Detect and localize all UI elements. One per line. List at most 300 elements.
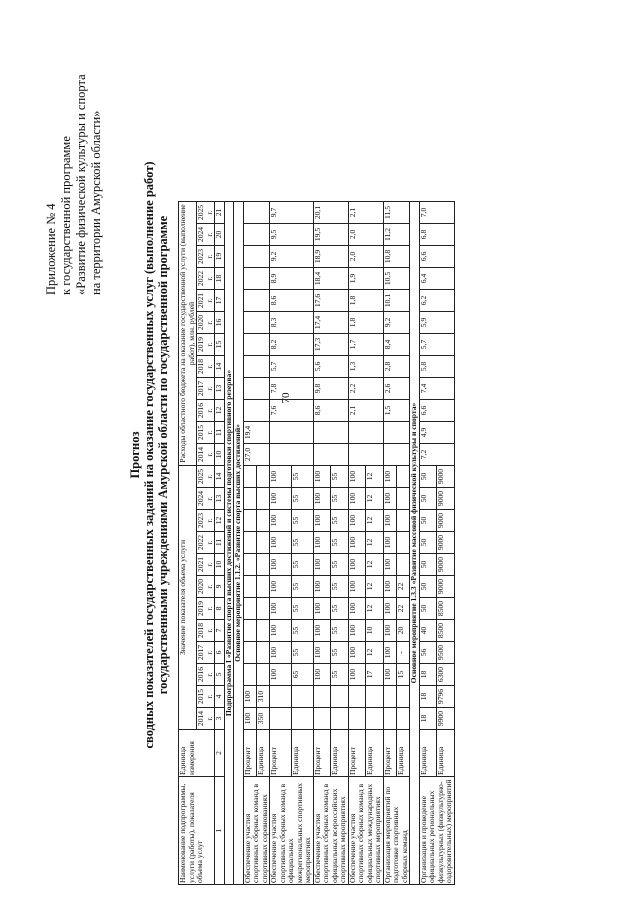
expense-cell: 5,6 — [313, 356, 348, 378]
value-cell: 50 — [419, 466, 437, 488]
expense-cell: 17,6 — [313, 290, 348, 312]
value-cell: 55 — [291, 532, 313, 554]
value-cell — [396, 554, 409, 576]
expense-cell: 7,2 — [419, 444, 454, 466]
expense-cell: 7,4 — [419, 378, 454, 400]
expense-cell: 17,4 — [313, 312, 348, 334]
column-number: 12 — [215, 400, 225, 422]
expense-cell: 1,5 — [383, 400, 410, 422]
value-cell — [383, 686, 396, 708]
expense-cell: 8,6 — [270, 290, 314, 312]
expense-cell — [243, 312, 270, 334]
expense-cell — [313, 444, 348, 466]
value-cell: 12 — [366, 554, 384, 576]
expense-cell: 2,1 — [348, 400, 383, 422]
year-header: 2020 г. — [197, 576, 215, 598]
value-cell: 100 — [383, 466, 396, 488]
expense-year-header: 2016 г. — [197, 400, 215, 422]
year-header: 2025 г. — [197, 466, 215, 488]
forecast-table — [178, 201, 455, 885]
expense-cell: 9,8 — [313, 378, 348, 400]
expense-year-header: 2014 г. — [197, 444, 215, 466]
column-number: 8 — [215, 598, 225, 620]
value-cell: 100 — [348, 576, 366, 598]
column-number: 20 — [215, 224, 225, 246]
expense-cell: 2,2 — [348, 378, 383, 400]
value-cell: 55 — [331, 510, 349, 532]
column-number: 5 — [215, 664, 225, 686]
value-cell — [270, 686, 292, 708]
unit-cell: Единица — [419, 730, 437, 777]
column-number: 21 — [215, 202, 225, 224]
expense-cell: 5,9 — [419, 312, 454, 334]
value-cell — [243, 554, 256, 576]
value-cell: 12 — [366, 642, 384, 664]
expense-cell: 1,8 — [348, 312, 383, 334]
value-cell: 55 — [291, 466, 313, 488]
value-cell: 100 — [313, 532, 331, 554]
expense-cell: 7,6 — [270, 400, 314, 422]
unit-cell: Процент — [313, 730, 331, 777]
unit-cell: Единица — [396, 730, 409, 777]
expense-year-header: 2015 г. — [197, 422, 215, 444]
value-cell: 100 — [313, 554, 331, 576]
expense-cell: 9,2 — [270, 246, 314, 268]
value-cell: 9000 — [437, 532, 455, 554]
value-cell: 310 — [256, 686, 269, 708]
value-cell: 100 — [348, 532, 366, 554]
column-number: 7 — [215, 620, 225, 642]
value-cell: 22 — [396, 576, 409, 598]
unit-cell: Процент — [243, 730, 256, 777]
expense-cell: 2,0 — [348, 224, 383, 246]
value-cell — [383, 708, 396, 730]
header-name: Наименование подпрограммы, услуги (работы), показателя объема услуг — [179, 777, 215, 885]
expense-year-header: 2019 г. — [197, 334, 215, 356]
value-cell: 100 — [383, 510, 396, 532]
service-name: Обеспечение участия спортивных сборных команд в официальных межрегиональных спортивных мероприятиях — [270, 777, 314, 885]
expense-cell — [313, 422, 348, 444]
expense-cell: 6,4 — [419, 268, 454, 290]
value-cell — [243, 576, 256, 598]
value-cell — [396, 708, 409, 730]
table-body — [224, 202, 454, 885]
value-cell: 100 — [313, 488, 331, 510]
expense-cell: 10,5 — [383, 268, 410, 290]
year-header: 2019 г. — [197, 598, 215, 620]
value-cell: 50 — [419, 532, 437, 554]
expense-cell: 4,9 — [419, 422, 454, 444]
value-cell: 55 — [291, 598, 313, 620]
value-cell: 100 — [270, 664, 292, 686]
expense-cell — [383, 422, 410, 444]
value-cell: 55 — [331, 488, 349, 510]
value-cell — [256, 466, 269, 488]
expense-cell: 1,8 — [348, 290, 383, 312]
value-cell — [291, 686, 313, 708]
expense-cell — [348, 422, 383, 444]
value-cell: 12 — [366, 510, 384, 532]
value-cell: 55 — [331, 642, 349, 664]
value-cell: 9000 — [437, 488, 455, 510]
value-cell: 9900 — [437, 708, 455, 730]
expense-year-header: 2023 г. — [197, 246, 215, 268]
expense-cell: 17,3 — [313, 334, 348, 356]
expense-cell: 9,5 — [270, 224, 314, 246]
appendix-line2: к государственной программе — [59, 136, 73, 295]
expense-cell — [243, 356, 270, 378]
expense-cell — [243, 334, 270, 356]
value-cell: 100 — [270, 466, 292, 488]
value-cell — [396, 510, 409, 532]
expense-cell: 8,2 — [270, 334, 314, 356]
value-cell: 100 — [313, 642, 331, 664]
section-heading: Основное мероприятие 1.3.3 «Развитие массовой физической культуры и спорта» — [410, 202, 420, 885]
value-cell — [243, 598, 256, 620]
value-cell: 100 — [348, 664, 366, 686]
expense-cell: 5,7 — [270, 356, 314, 378]
title-line1: Прогноз — [128, 431, 142, 479]
column-number: 16 — [215, 312, 225, 334]
expense-cell: 20,1 — [313, 202, 348, 224]
appendix-line4: на территории Амурской области» — [89, 110, 103, 295]
value-cell: 100 — [383, 532, 396, 554]
value-cell: 55 — [331, 598, 349, 620]
value-cell: 100 — [243, 708, 256, 730]
expense-cell: 2,6 — [383, 378, 410, 400]
value-cell: 100 — [270, 642, 292, 664]
appendix-line1: Приложение № 4 — [44, 203, 58, 295]
value-cell — [331, 686, 349, 708]
expense-cell: 6,2 — [419, 290, 454, 312]
value-cell: 100 — [270, 598, 292, 620]
value-cell: 100 — [313, 664, 331, 686]
value-cell: 55 — [331, 576, 349, 598]
year-header: 2014 г. — [197, 708, 215, 730]
value-cell: 9000 — [437, 554, 455, 576]
value-cell — [366, 686, 384, 708]
value-cell: 22 — [396, 598, 409, 620]
value-cell — [396, 532, 409, 554]
value-cell — [331, 708, 349, 730]
value-cell: 55 — [331, 664, 349, 686]
year-header: 2018 г. — [197, 620, 215, 642]
value-cell: 12 — [366, 466, 384, 488]
value-cell — [243, 532, 256, 554]
unit-cell: Единица — [331, 730, 349, 777]
value-cell: 18 — [419, 686, 437, 708]
expense-cell: 1,3 — [348, 356, 383, 378]
column-number: 12 — [215, 510, 225, 532]
column-number: 14 — [215, 466, 225, 488]
value-cell: 100 — [348, 510, 366, 532]
value-cell — [243, 664, 256, 686]
column-number: 11 — [215, 532, 225, 554]
year-header: 2021 г. — [197, 554, 215, 576]
year-header: 2024 г. — [197, 488, 215, 510]
unit-cell: Единица — [256, 730, 269, 777]
value-cell: 55 — [291, 554, 313, 576]
table-row — [313, 202, 331, 885]
expense-year-header: 2022 г. — [197, 268, 215, 290]
value-cell: 9000 — [437, 576, 455, 598]
value-cell: 100 — [270, 488, 292, 510]
appendix-line3: «Развитие физической культуры и спорта — [74, 74, 88, 295]
expense-cell — [243, 224, 270, 246]
service-name: Организация мероприятий по подготовке спортивных сборных команд — [383, 777, 410, 885]
value-cell — [366, 708, 384, 730]
value-cell: 18 — [419, 708, 437, 730]
year-header: 2016 г. — [197, 664, 215, 686]
column-number: 3 — [215, 708, 225, 730]
value-cell: 100 — [383, 642, 396, 664]
value-cell — [256, 620, 269, 642]
expense-cell: 19,4 — [243, 422, 270, 444]
header-unit: Единица измерения — [179, 730, 215, 777]
value-cell — [243, 642, 256, 664]
expense-cell: 19,5 — [313, 224, 348, 246]
value-cell — [396, 466, 409, 488]
value-cell: 350 — [256, 708, 269, 730]
value-cell: 55 — [331, 466, 349, 488]
expense-cell: 6,8 — [419, 224, 454, 246]
expense-cell: 9,2 — [383, 312, 410, 334]
expense-cell: 10,8 — [383, 246, 410, 268]
unit-cell: Единица — [366, 730, 384, 777]
value-cell: 50 — [419, 576, 437, 598]
column-number: 10 — [215, 554, 225, 576]
expense-cell — [243, 202, 270, 224]
expense-cell: 8,3 — [270, 312, 314, 334]
value-cell: 100 — [383, 488, 396, 510]
value-cell — [243, 466, 256, 488]
value-cell: 65 — [291, 664, 313, 686]
table-row — [383, 202, 396, 885]
service-name: Обеспечение участия спортивных сборных команд в спортивных соревнованиях — [243, 777, 270, 885]
value-cell: 100 — [383, 576, 396, 598]
expense-cell: 9,7 — [270, 202, 314, 224]
value-cell: 100 — [348, 488, 366, 510]
column-number: 10 — [215, 444, 225, 466]
value-cell — [348, 708, 366, 730]
expense-cell: 2,1 — [348, 202, 383, 224]
value-cell: 100 — [383, 554, 396, 576]
value-cell: 100 — [383, 664, 396, 686]
appendix-note — [44, 35, 104, 295]
expense-cell: 18,9 — [313, 246, 348, 268]
value-cell: 18 — [419, 664, 437, 686]
expense-cell — [348, 444, 383, 466]
column-number: 19 — [215, 246, 225, 268]
value-cell: 100 — [313, 510, 331, 532]
value-cell — [243, 510, 256, 532]
value-cell: 15 — [396, 664, 409, 686]
expense-year-header: 2020 г. — [197, 312, 215, 334]
value-cell: 9796 — [437, 686, 455, 708]
value-cell: 12 — [366, 532, 384, 554]
value-cell: 100 — [348, 620, 366, 642]
value-cell: 20 — [396, 620, 409, 642]
expense-cell: 11,5 — [383, 202, 410, 224]
expense-year-header: 2018 г. — [197, 356, 215, 378]
column-number: 13 — [215, 378, 225, 400]
expense-cell — [243, 268, 270, 290]
expense-cell — [270, 422, 314, 444]
value-cell: 55 — [331, 620, 349, 642]
value-cell: 100 — [313, 576, 331, 598]
value-cell: 100 — [348, 466, 366, 488]
value-cell — [256, 510, 269, 532]
value-cell — [396, 686, 409, 708]
value-cell: 55 — [291, 576, 313, 598]
value-cell — [243, 620, 256, 642]
value-cell: 100 — [270, 554, 292, 576]
value-cell: 55 — [291, 510, 313, 532]
value-cell: 100 — [313, 598, 331, 620]
expense-cell: 7,8 — [270, 378, 314, 400]
year-header: 2022 г. — [197, 532, 215, 554]
value-cell: 8500 — [437, 620, 455, 642]
value-cell: 100 — [270, 576, 292, 598]
column-number: 15 — [215, 334, 225, 356]
expense-cell: 1,9 — [348, 268, 383, 290]
expense-cell: 18,4 — [313, 268, 348, 290]
service-name: Обеспечение участия спортивных сборных команд в официальных международных спортивных мероприятиях — [348, 777, 383, 885]
value-cell: 100 — [313, 620, 331, 642]
value-cell — [348, 686, 366, 708]
value-cell: 55 — [331, 532, 349, 554]
expense-year-header: 2024 г. — [197, 224, 215, 246]
value-cell: 50 — [419, 488, 437, 510]
value-cell: 100 — [348, 598, 366, 620]
expense-cell: 27,0 — [243, 444, 270, 466]
year-header: 2015 г. — [197, 686, 215, 708]
expense-cell — [243, 246, 270, 268]
value-cell: 100 — [383, 598, 396, 620]
column-number: 14 — [215, 356, 225, 378]
value-cell: 40 — [419, 620, 437, 642]
section-heading: Основное мероприятие 1.1.2. «Развитие спорта высших достижений» — [234, 202, 244, 885]
value-cell: 55 — [291, 488, 313, 510]
column-number: 6 — [215, 642, 225, 664]
value-cell — [256, 554, 269, 576]
value-cell: 12 — [366, 576, 384, 598]
expense-cell: 8,6 — [313, 400, 348, 422]
value-cell: 8500 — [437, 598, 455, 620]
column-number: 2 — [215, 730, 225, 777]
value-cell: 9000 — [437, 510, 455, 532]
value-cell — [313, 686, 331, 708]
value-cell: - — [396, 642, 409, 664]
value-cell: 6300 — [437, 664, 455, 686]
value-cell: 9000 — [437, 466, 455, 488]
year-header: 2017 г. — [197, 642, 215, 664]
value-cell — [256, 664, 269, 686]
expense-cell: 1,7 — [348, 334, 383, 356]
expense-cell: 6,6 — [419, 400, 454, 422]
value-cell: 10 — [366, 620, 384, 642]
section-heading: Подпрограмма I «Развитие спорта высших достижений и системы подготовки спортивного резерва» — [224, 202, 234, 885]
service-name: Обеспечение участия спортивных сборных команд в официальных всероссийских спортивных мероприятиях — [313, 777, 348, 885]
value-cell: 100 — [313, 466, 331, 488]
value-cell: 12 — [366, 488, 384, 510]
page-number: 70 — [280, 392, 292, 404]
value-cell — [291, 708, 313, 730]
value-cell — [243, 488, 256, 510]
expense-cell: 6,6 — [419, 246, 454, 268]
column-number: 18 — [215, 268, 225, 290]
expense-cell: 8,9 — [270, 268, 314, 290]
expense-cell: 2,0 — [348, 246, 383, 268]
column-number: 1 — [215, 777, 225, 885]
value-cell: 100 — [270, 532, 292, 554]
expense-year-header: 2017 г. — [197, 378, 215, 400]
header-column-numbers-row — [215, 202, 225, 885]
value-cell: 100 — [348, 554, 366, 576]
expense-cell: 8,4 — [383, 334, 410, 356]
value-cell: 55 — [331, 554, 349, 576]
column-number: 4 — [215, 686, 225, 708]
expense-cell: 7,0 — [419, 202, 454, 224]
value-cell: 100 — [348, 642, 366, 664]
title-line2: сводных показателей государственных заданий на оказание государственных услуг (выполнение работ) — [142, 161, 156, 749]
value-cell: 12 — [366, 598, 384, 620]
value-cell: 100 — [243, 686, 256, 708]
unit-cell: Единица — [291, 730, 313, 777]
table-row — [419, 202, 437, 885]
value-cell — [396, 488, 409, 510]
value-cell — [270, 708, 292, 730]
expense-cell: 5,7 — [419, 334, 454, 356]
unit-cell: Процент — [270, 730, 292, 777]
value-cell — [256, 598, 269, 620]
column-number: 17 — [215, 290, 225, 312]
unit-cell: Единица — [437, 730, 455, 777]
unit-cell: Процент — [348, 730, 366, 777]
value-cell: 100 — [383, 620, 396, 642]
value-cell: 100 — [270, 620, 292, 642]
table-row — [243, 202, 256, 885]
column-number: 13 — [215, 488, 225, 510]
expense-cell: 5,8 — [419, 356, 454, 378]
value-cell: 50 — [419, 554, 437, 576]
expense-cell: 2,8 — [383, 356, 410, 378]
expense-cell: 10,1 — [383, 290, 410, 312]
header-expenses-group: Расходы областного бюджета на оказание государственной услуги (выполнение работ), млн. рублей — [179, 202, 197, 466]
expense-cell — [270, 444, 314, 466]
value-cell: 55 — [291, 620, 313, 642]
expense-cell: 11,2 — [383, 224, 410, 246]
title-line3: государственными учреждениями Амурской области по государственной программе — [156, 215, 170, 695]
expense-cell — [243, 378, 270, 400]
unit-cell: Процент — [383, 730, 396, 777]
table-row — [348, 202, 366, 885]
expense-cell — [383, 444, 410, 466]
expense-cell — [243, 400, 270, 422]
service-name: Организация и проведение официальных региональных физкультурных (физкультурно-оздоровительных) мероприятий — [419, 777, 454, 885]
column-number: 9 — [215, 576, 225, 598]
value-cell — [256, 532, 269, 554]
year-header: 2023 г. — [197, 510, 215, 532]
landscape-content — [30, 25, 610, 885]
value-cell — [256, 576, 269, 598]
value-cell: 9500 — [437, 642, 455, 664]
table-row — [270, 202, 292, 885]
value-cell — [256, 488, 269, 510]
value-cell: 50 — [419, 598, 437, 620]
value-cell: 17 — [366, 664, 384, 686]
header-values-group: Значение показателя объема услуги — [179, 466, 197, 730]
